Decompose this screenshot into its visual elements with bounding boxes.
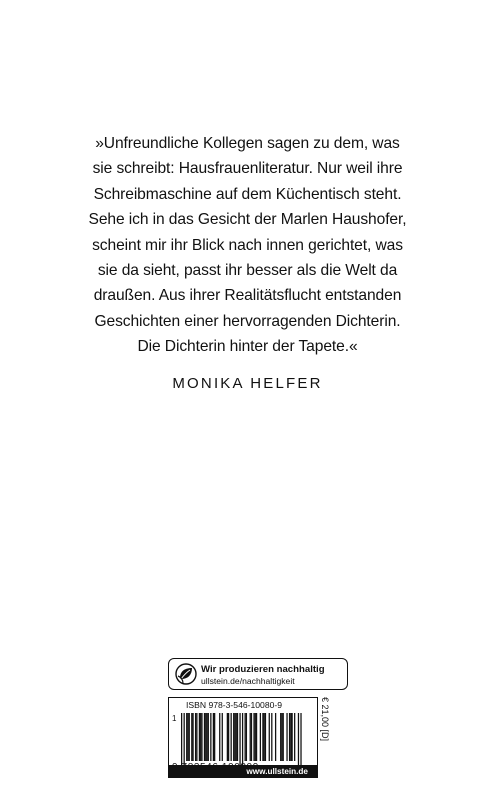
barcode-bar — [191, 713, 192, 761]
barcode-bar — [228, 713, 229, 761]
barcode-bar — [231, 713, 232, 761]
quote-line: Schreibmaschine auf dem Küchentisch steht. — [93, 185, 402, 203]
barcode-bar — [264, 713, 265, 761]
badge-url: ullstein.de/nachhaltigkeit — [201, 676, 295, 686]
barcode-bar — [192, 713, 193, 761]
barcode-bar — [205, 713, 206, 761]
barcode-bar — [222, 713, 223, 761]
quote-line: draußen. Aus ihrer Realitätsflucht entstanden — [93, 287, 402, 305]
barcode-bar — [196, 713, 197, 761]
barcode-bar — [181, 713, 182, 765]
barcode-bar — [245, 713, 246, 761]
quote-line: sie da sieht, passt ihr besser als die Welt da — [97, 262, 398, 280]
barcode-bar — [269, 713, 270, 761]
barcode-bar — [187, 713, 188, 761]
barcode-bar — [260, 713, 261, 761]
barcode-bar — [286, 713, 287, 761]
barcode-bar — [256, 713, 257, 761]
barcode-bar — [251, 713, 252, 761]
quote-line: sie schreibt: Hausfrauenliteratur. Nur weil ihre — [92, 160, 403, 178]
barcode-bar — [206, 713, 207, 761]
barcode-bar — [291, 713, 292, 761]
barcode-bar — [186, 713, 187, 761]
barcode-bar — [227, 713, 228, 761]
barcode-bar — [213, 713, 214, 761]
quote-line: Sehe ich in das Gesicht der Marlen Haushofer, — [88, 211, 407, 229]
price-label: € 21,00 [D] — [320, 697, 330, 742]
barcode-bar — [253, 713, 254, 761]
isbn-label: ISBN 978-3-546-10080-9 — [186, 700, 283, 710]
barcode-edge-digit: 1 — [172, 714, 177, 723]
quote-line: scheint mir ihr Blick nach innen gerichtet, was — [92, 236, 403, 254]
barcode-bar — [239, 713, 240, 765]
barcode-bar — [294, 713, 295, 761]
leaf-globe-icon — [175, 663, 197, 685]
barcode-bars — [169, 711, 317, 765]
badge-title: Wir produzieren nachhaltig — [201, 664, 325, 675]
barcode-bar — [300, 713, 301, 765]
barcode-bar — [275, 713, 276, 761]
quote-line: Die Dichterin hinter der Tapete.« — [137, 338, 358, 356]
barcode-bar — [234, 713, 235, 761]
barcode-bar — [255, 713, 256, 761]
barcode-bar — [246, 713, 247, 761]
barcode-bar — [210, 713, 211, 761]
barcode-bar — [262, 713, 263, 761]
barcode-bar — [290, 713, 291, 761]
blurb-quote — [20, 131, 475, 360]
barcode-bar — [265, 713, 266, 761]
barcode-bar — [199, 713, 200, 761]
barcode-bar — [283, 713, 284, 761]
barcode-bar — [280, 713, 281, 761]
barcode-bar — [242, 713, 243, 765]
barcode-bar — [201, 713, 202, 761]
barcode-bar — [298, 713, 299, 765]
quote-author: MONIKA HELFER — [172, 375, 323, 392]
sustainability-badge — [168, 658, 348, 690]
barcode-bar — [237, 713, 238, 761]
barcode-bar — [236, 713, 237, 761]
barcode-bar — [250, 713, 251, 761]
barcode-bar — [184, 713, 185, 765]
barcode-bar — [214, 713, 215, 761]
publisher-url: www.ullstein.de — [168, 765, 318, 778]
barcode-bar — [281, 713, 282, 761]
barcode-bar — [219, 713, 220, 761]
barcode-bar — [195, 713, 196, 761]
barcode-bar — [189, 713, 190, 761]
barcode-bar — [233, 713, 234, 761]
barcode-bar — [200, 713, 201, 761]
quote-line: »Unfreundliche Kollegen sagen zu dem, was — [95, 135, 400, 152]
barcode-bar — [271, 713, 272, 761]
barcode-bar — [204, 713, 205, 761]
barcode-bar — [208, 713, 209, 761]
quote-line: Geschichten einer hervorragenden Dichterin. — [94, 312, 401, 330]
barcode-bar — [289, 713, 290, 761]
